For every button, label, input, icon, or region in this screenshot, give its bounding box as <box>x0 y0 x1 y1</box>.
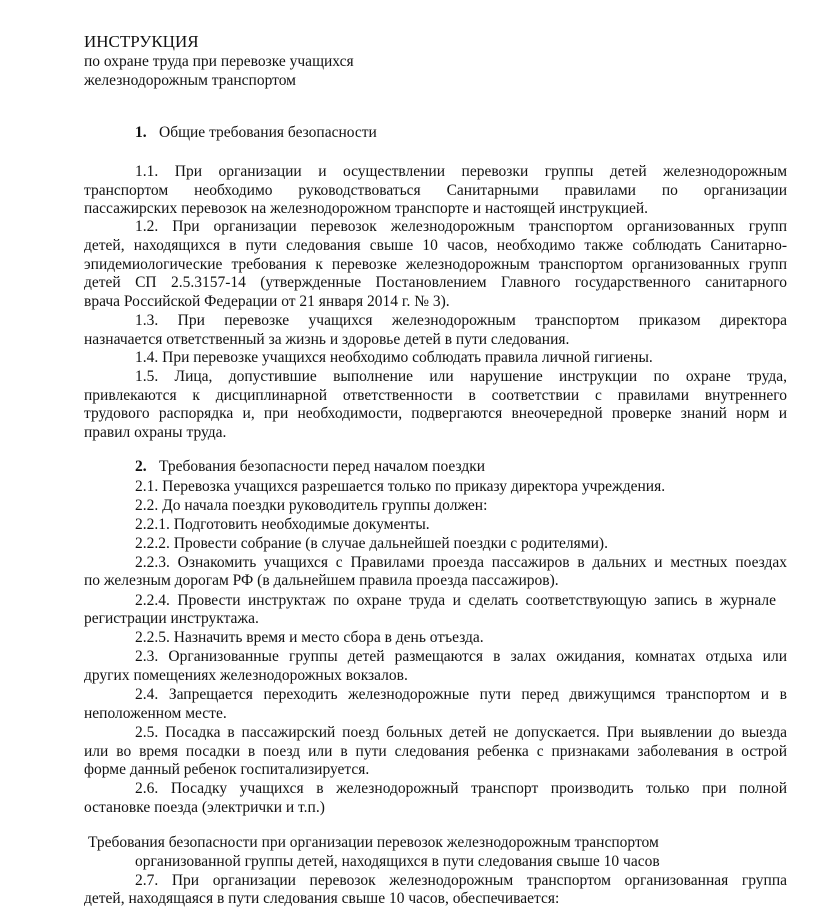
paragraph-2-2-4-line: регистрации инструктажа. <box>84 610 259 627</box>
paragraph-1-5-line: правил охраны труда. <box>84 424 227 441</box>
paragraph-1-1-line: 1.1. При организации и осуществлении перевозки группы детей железнодорожным <box>135 163 787 180</box>
section-2-number: 2. <box>135 458 147 475</box>
document-subtitle-line-2: железнодорожным транспортом <box>84 72 296 89</box>
paragraph-2-2-4-line: 2.2.4. Провести инструктаж по охране труда и сделать соответствующую запись в журнале <box>135 592 776 609</box>
paragraph-2-7-line: детей, находящаяся в пути следования свыше 10 часов, обеспечивается: <box>84 890 560 907</box>
paragraph-1-3-line: 1.3. При перевозке учащихся железнодорожным транспортом приказом директора <box>135 312 787 329</box>
section-1-heading: Общие требования безопасности <box>159 124 377 141</box>
paragraph-2-3-line: других помещениях железнодорожных вокзалов. <box>84 667 408 684</box>
section-3-heading-line-2: организованной группы детей, находящихся в пути следования свыше 10 часов <box>135 853 660 870</box>
paragraph-2-5-line: 2.5. Посадка в пассажирский поезд больных детей не допускается. При выявлении до выезда <box>135 724 787 741</box>
paragraph-1-3-line: назначается ответственный за жизнь и здоровье детей в пути следования. <box>84 331 570 348</box>
paragraph-2-7-line: 2.7. При организации перевозок железнодорожным транспортом организованная группа <box>135 872 787 889</box>
paragraph-2-2-3-line: по железным дорогам РФ (в дальнейшем правила проезда пассажиров). <box>84 572 559 589</box>
paragraph-2-4-line: 2.4. Запрещается переходить железнодорожные пути перед движущимся транспортом и в <box>135 686 787 703</box>
paragraph-2-2: 2.2. До начала поездки руководитель группы должен: <box>135 497 488 514</box>
paragraph-2-6-line: остановке поезда (электрички и т.п.) <box>84 799 325 816</box>
paragraph-1-2-line: 1.2. При организации перевозок железнодорожным транспортом организованных групп <box>135 218 787 235</box>
section-2-heading: Требования безопасности перед началом поездки <box>159 458 486 475</box>
paragraph-2-2-3-line: 2.2.3. Ознакомить учащихся с Правилами проезда пассажиров в дальних и местных поездах <box>135 554 787 571</box>
document-subtitle-line-1: по охране труда при перевозке учащихся <box>84 53 354 70</box>
document-title: ИНСТРУКЦИЯ <box>84 32 199 51</box>
paragraph-2-5-line: или во время посадки в поезд или в пути следования ребенка с признаками заболевания в острой <box>84 743 787 760</box>
paragraph-1-5-line: привлекаются к дисциплинарной ответственности в соответствии с правилами внутреннего <box>84 387 787 404</box>
paragraph-1-5-line: 1.5. Лица, допустившие выполнение или нарушение инструкции по охране труда, <box>135 368 787 385</box>
paragraph-2-2-1: 2.2.1. Подготовить необходимые документы. <box>135 516 430 533</box>
paragraph-1-2-line: эпидемиологические требования к перевозке железнодорожным транспортом организованных групп <box>84 256 787 273</box>
section-1-number: 1. <box>135 124 147 141</box>
paragraph-1-4: 1.4. При перевозке учащихся необходимо соблюдать правила личной гигиены. <box>135 349 653 366</box>
paragraph-1-5-line: трудового распорядка и, при необходимости, подвергаются внеочередной проверке знаний норм и <box>84 405 787 422</box>
paragraph-2-5-line: форме данный ребенок госпитализируется. <box>84 761 370 778</box>
paragraph-1-1-line: пассажирских перевозок на железнодорожном транспорте и настоящей инструкцией. <box>84 200 649 217</box>
paragraph-1-2-line: детей СП 2.5.3157-14 (утвержденные Постановлением Главного государственного санитарного <box>84 274 787 291</box>
paragraph-1-2-line: врача Российской Федерации от 21 января 2014 г. № 3). <box>84 293 450 310</box>
paragraph-1-1-line: транспортом необходимо руководствоваться Санитарными правилами по организации <box>84 182 787 199</box>
paragraph-2-1: 2.1. Перевозка учащихся разрешается только по приказу директора учреждения. <box>135 478 666 495</box>
paragraph-2-3-line: 2.3. Организованные группы детей размещаются в залах ожидания, комнатах отдыха или <box>135 648 787 665</box>
section-3-heading-line-1: Требования безопасности при организации перевозок железнодорожным транспортом <box>88 834 659 851</box>
paragraph-2-2-2: 2.2.2. Провести собрание (в случае дальнейшей поездки с родителями). <box>135 535 608 552</box>
paragraph-2-2-5: 2.2.5. Назначить время и место сбора в день отъезда. <box>135 629 484 646</box>
paragraph-1-2-line: детей, находящихся в пути следования свыше 10 часов, необходимо также соблюдать Санитарно- <box>84 237 787 254</box>
paragraph-2-6-line: 2.6. Посадку учащихся в железнодорожный транспорт производить только при полной <box>135 780 787 797</box>
paragraph-2-4-line: неположенном месте. <box>84 705 227 722</box>
